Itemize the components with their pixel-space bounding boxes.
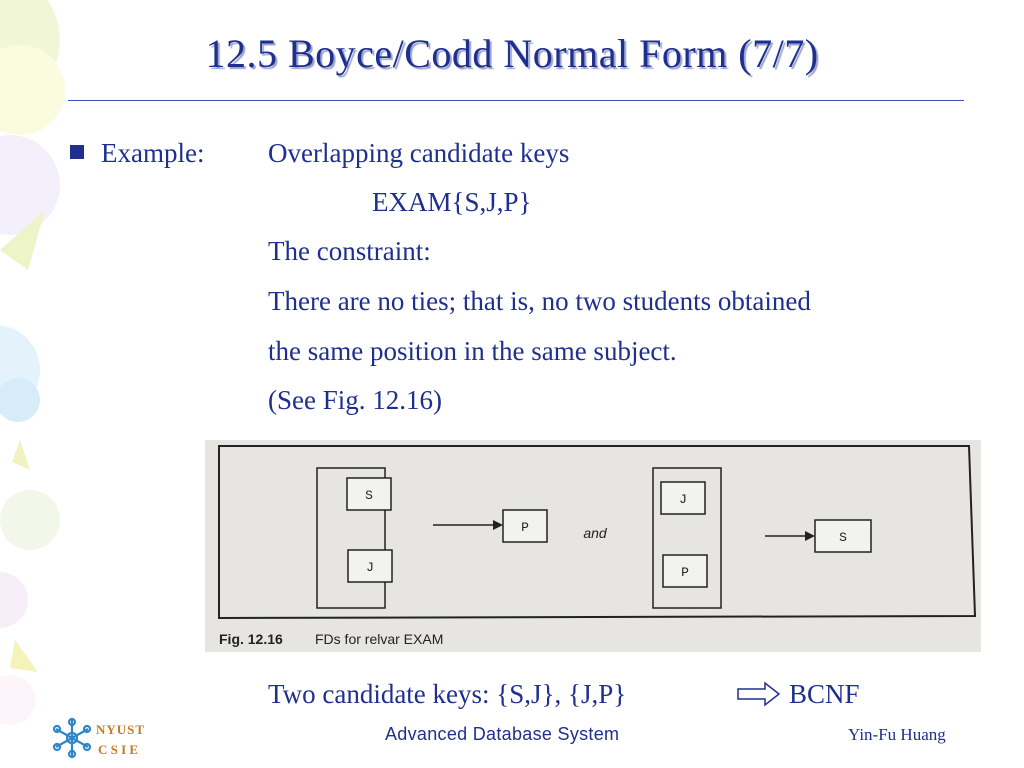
- attr-p-target: P: [521, 520, 529, 535]
- connector-and: and: [583, 525, 607, 541]
- line-constraint-1: There are no ties; that is, no two students obtained: [268, 286, 811, 316]
- example-label: Example:: [101, 138, 205, 168]
- logo-csie: C S I E: [98, 742, 139, 757]
- attr-j2: J: [679, 492, 687, 507]
- logo-nyust: NYUST: [96, 722, 146, 737]
- figure-12-16: [205, 440, 981, 652]
- bullet-square-icon: [70, 145, 84, 159]
- conclusion-text: Two candidate keys: {S,J}, {J,P}: [268, 679, 627, 709]
- line-relvar: EXAM{S,J,P}: [372, 187, 532, 217]
- figure-caption-text: FDs for relvar EXAM: [315, 631, 444, 647]
- line-constraint-2: the same position in the same subject.: [268, 336, 677, 366]
- line-figure-ref: (See Fig. 12.16): [268, 385, 442, 415]
- footer-author: Yin-Fu Huang: [848, 725, 946, 744]
- footer-course: Advanced Database System: [385, 724, 620, 744]
- attr-s: S: [365, 488, 373, 503]
- line-constraint-heading: The constraint:: [268, 236, 431, 266]
- slide-title: 12.5 Boyce/Codd Normal Form (7/7): [205, 31, 819, 76]
- title-divider: [68, 100, 964, 101]
- figure-caption-number: Fig. 12.16: [219, 631, 283, 647]
- nyust-csie-logo: [50, 716, 160, 760]
- attr-j: J: [366, 560, 374, 575]
- decorative-border: [0, 0, 130, 768]
- attr-p2: P: [681, 565, 689, 580]
- snowflake-icon: [54, 719, 90, 757]
- line-overlapping-keys: Overlapping candidate keys: [268, 138, 570, 168]
- attr-s-target: S: [839, 530, 847, 545]
- conclusion-result: BCNF: [789, 679, 860, 709]
- implies-arrow-icon: [737, 681, 781, 707]
